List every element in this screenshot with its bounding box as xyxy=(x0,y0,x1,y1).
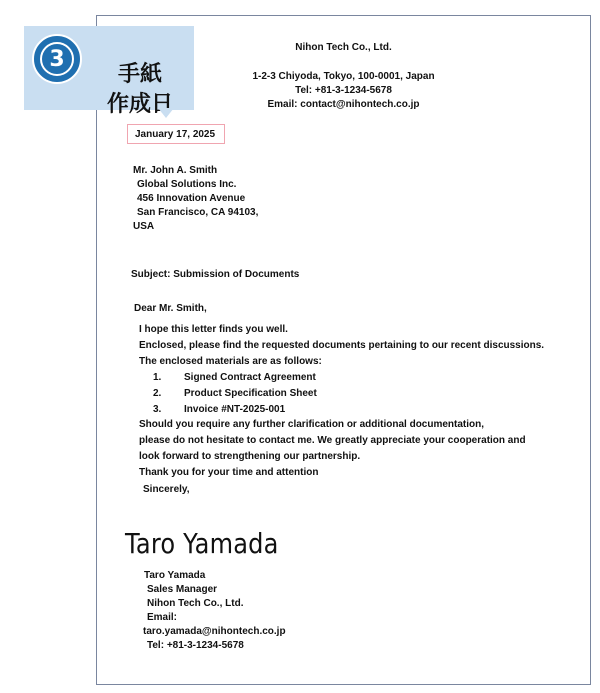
handwritten-signature: Taro Yamada xyxy=(125,527,279,560)
body-line-6: look forward to strengthening our partnership. xyxy=(139,451,361,462)
step-number: 3 xyxy=(40,42,74,76)
recipient-country: USA xyxy=(133,221,155,232)
signer-company: Nihon Tech Co., Ltd. xyxy=(147,598,244,609)
salutation: Dear Mr. Smith, xyxy=(134,303,207,314)
step-badge xyxy=(24,26,194,117)
list-item-text: Invoice #NT-2025-001 xyxy=(184,404,286,415)
signer-name: Taro Yamada xyxy=(144,570,206,581)
body-line-5: please do not hesitate to contact me. We greatly appreciate your cooperation and xyxy=(139,435,526,446)
body-line-7: Thank you for your time and attention xyxy=(139,467,319,478)
list-item-number: 1. xyxy=(153,372,162,383)
step-number-circle xyxy=(32,34,82,84)
list-item-text: Signed Contract Agreement xyxy=(184,372,316,383)
closing: Sincerely, xyxy=(143,484,190,495)
body-line-3: The enclosed materials are as follows: xyxy=(139,356,322,367)
list-item-number: 3. xyxy=(153,404,162,415)
body-line-1: I hope this letter finds you well. xyxy=(139,324,288,335)
sender-company: Nihon Tech Co., Ltd. xyxy=(295,42,392,53)
recipient-company: Global Solutions Inc. xyxy=(137,179,237,190)
letter-date: January 17, 2025 xyxy=(135,129,216,140)
step-label-line2: 作成日 xyxy=(106,92,173,117)
signer-tel: Tel: +81-3-1234-5678 xyxy=(147,640,244,651)
list-item-text: Product Specification Sheet xyxy=(184,388,317,399)
recipient-city: San Francisco, CA 94103, xyxy=(137,207,259,218)
signer-title: Sales Manager xyxy=(147,584,218,595)
sender-email: Email: contact@nihontech.co.jp xyxy=(267,99,420,110)
list-item-number: 2. xyxy=(153,388,162,399)
body-line-2: Enclosed, please find the requested documents pertaining to our recent discussions. xyxy=(139,340,545,351)
step-label-line1: 手紙 xyxy=(117,62,162,87)
body-line-4: Should you require any further clarification or additional documentation, xyxy=(139,419,485,430)
signer-email: taro.yamada@nihontech.co.jp xyxy=(143,626,286,637)
recipient-street: 456 Innovation Avenue xyxy=(137,193,246,204)
sender-tel: Tel: +81-3-1234-5678 xyxy=(295,85,392,96)
subject-line: Subject: Submission of Documents xyxy=(131,269,300,280)
signer-email-label: Email: xyxy=(147,612,178,623)
sender-address: 1-2-3 Chiyoda, Tokyo, 100-0001, Japan xyxy=(252,71,435,82)
recipient-name: Mr. John A. Smith xyxy=(133,165,218,176)
